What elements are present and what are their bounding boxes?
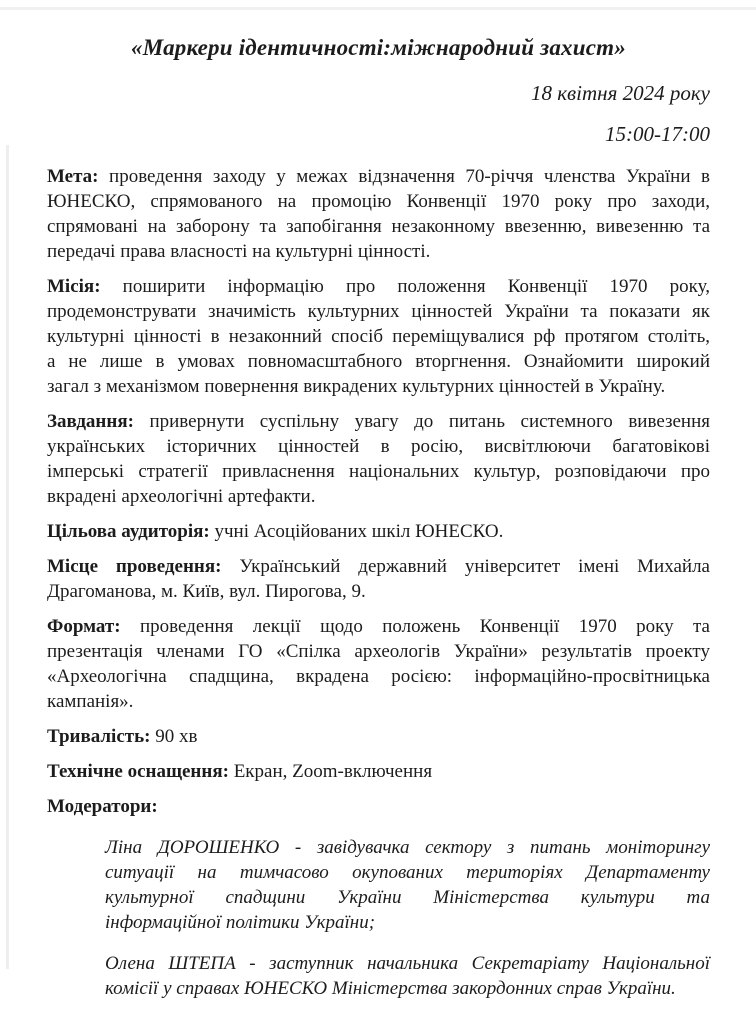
text-line: Формат: проведення лекції щодо положень Конвенції 1970 року та <box>47 616 710 637</box>
text-line: передачі права власності на культурні цінності. <box>47 241 431 262</box>
event-date: 18 квітня 2024 року <box>530 81 710 105</box>
text-line: Мета: проведення заходу у межах відзначення 70-річчя членства України в <box>47 166 710 187</box>
text-line: Тривалість: 90 хв <box>47 726 198 747</box>
text-line: а не лише в умовах повномасштабного вторгнення. Ознайомити широкий <box>47 351 710 372</box>
moderator-entry <box>105 835 710 935</box>
paragraph-label: Місія: <box>47 276 101 297</box>
moderator-entry <box>105 951 710 1001</box>
text-line: ситуації на тимчасово окупованих територіях Департаменту <box>105 862 710 883</box>
text-line <box>47 794 710 819</box>
document-paragraph <box>47 274 710 399</box>
paragraph-label: Модератори: <box>47 796 158 817</box>
text-line: Місце проведення: Український державний університет імені Михайла <box>47 556 710 577</box>
text-line: «Археологічна спадщина, вкрадена росією: інформаційно-просвітницька <box>47 666 710 687</box>
document-paragraph <box>47 554 710 604</box>
text-line: Драгоманова, м. Київ, вул. Пирогова, 9. <box>47 581 366 602</box>
paragraph-label: Тривалість: <box>47 726 151 747</box>
document-paragraph <box>47 164 710 264</box>
text-line: кампанія». <box>47 691 134 712</box>
text-line: вкрадені археологічні артефакти. <box>47 486 316 507</box>
paragraph-label: Завдання: <box>47 411 134 432</box>
paragraph-label: Технічне оснащення: <box>47 761 229 782</box>
event-time: 15:00-17:00 <box>605 122 710 146</box>
document-paragraph <box>47 409 710 509</box>
text-line: Технічне оснащення: Екран, Zoom-включення <box>47 761 433 782</box>
document-paragraph <box>47 759 710 784</box>
document-paragraph <box>47 614 710 714</box>
text-line: Цільова аудиторія: учні Асоційованих шкіл ЮНЕСКО. <box>47 521 504 542</box>
paragraph-label: Формат: <box>47 616 121 637</box>
scan-edge-artifact-top <box>0 7 756 10</box>
paragraph-label: Місце проведення: <box>47 556 222 577</box>
text-line: імперські стратегії привласнення національних культур, розповідаючи про <box>47 461 710 482</box>
document-paragraph <box>47 724 710 749</box>
text-line: спрямовані на заборону та запобігання незаконному ввезенню, вивезенню та <box>47 216 710 237</box>
text-line: загал з механізмом повернення викрадених культурних цінностей в Україну. <box>47 376 666 397</box>
scan-edge-artifact-left <box>6 145 9 969</box>
text-line: Ліна ДОРОШЕНКО - завідувачка сектору з питань моніторингу <box>105 837 710 858</box>
text-line: комісії у справах ЮНЕСКО Міністерства закордонних справ України. <box>105 978 676 999</box>
text-line: культурні цінності в незаконний спосіб переміщувалися рф протягом століть, <box>47 326 710 347</box>
document-paragraph <box>47 519 710 544</box>
text-line: Олена ШТЕПА - заступник начальника Секретаріату Національної <box>105 953 710 974</box>
document-title: «Маркери ідентичності:міжнародний захист» <box>131 35 626 60</box>
document-paragraph <box>47 794 710 819</box>
text-line: Місія: поширити інформацію про положення Конвенції 1970 року, <box>47 276 710 297</box>
text-line: інформаційної політики України; <box>105 912 376 933</box>
text-line: українських історичних цінностей в росію, висвітлюючи багатовікові <box>47 436 710 457</box>
text-line: продемонструвати значимість культурних цінностей України та показати як <box>47 301 710 322</box>
document-body <box>47 164 710 1001</box>
text-line: презентація членами ГО «Спілка археологів України» результатів проекту <box>47 641 710 662</box>
text-line: культурної спадщини України Міністерства культури та <box>105 887 710 908</box>
text-line: ЮНЕСКО, спрямованого на промоцію Конвенції 1970 року про заходи, <box>47 191 710 212</box>
paragraph-label: Цільова аудиторія: <box>47 521 210 542</box>
text-line: Завдання: привернути суспільну увагу до питань системного вивезення <box>47 411 710 432</box>
paragraph-label: Мета: <box>47 166 99 187</box>
